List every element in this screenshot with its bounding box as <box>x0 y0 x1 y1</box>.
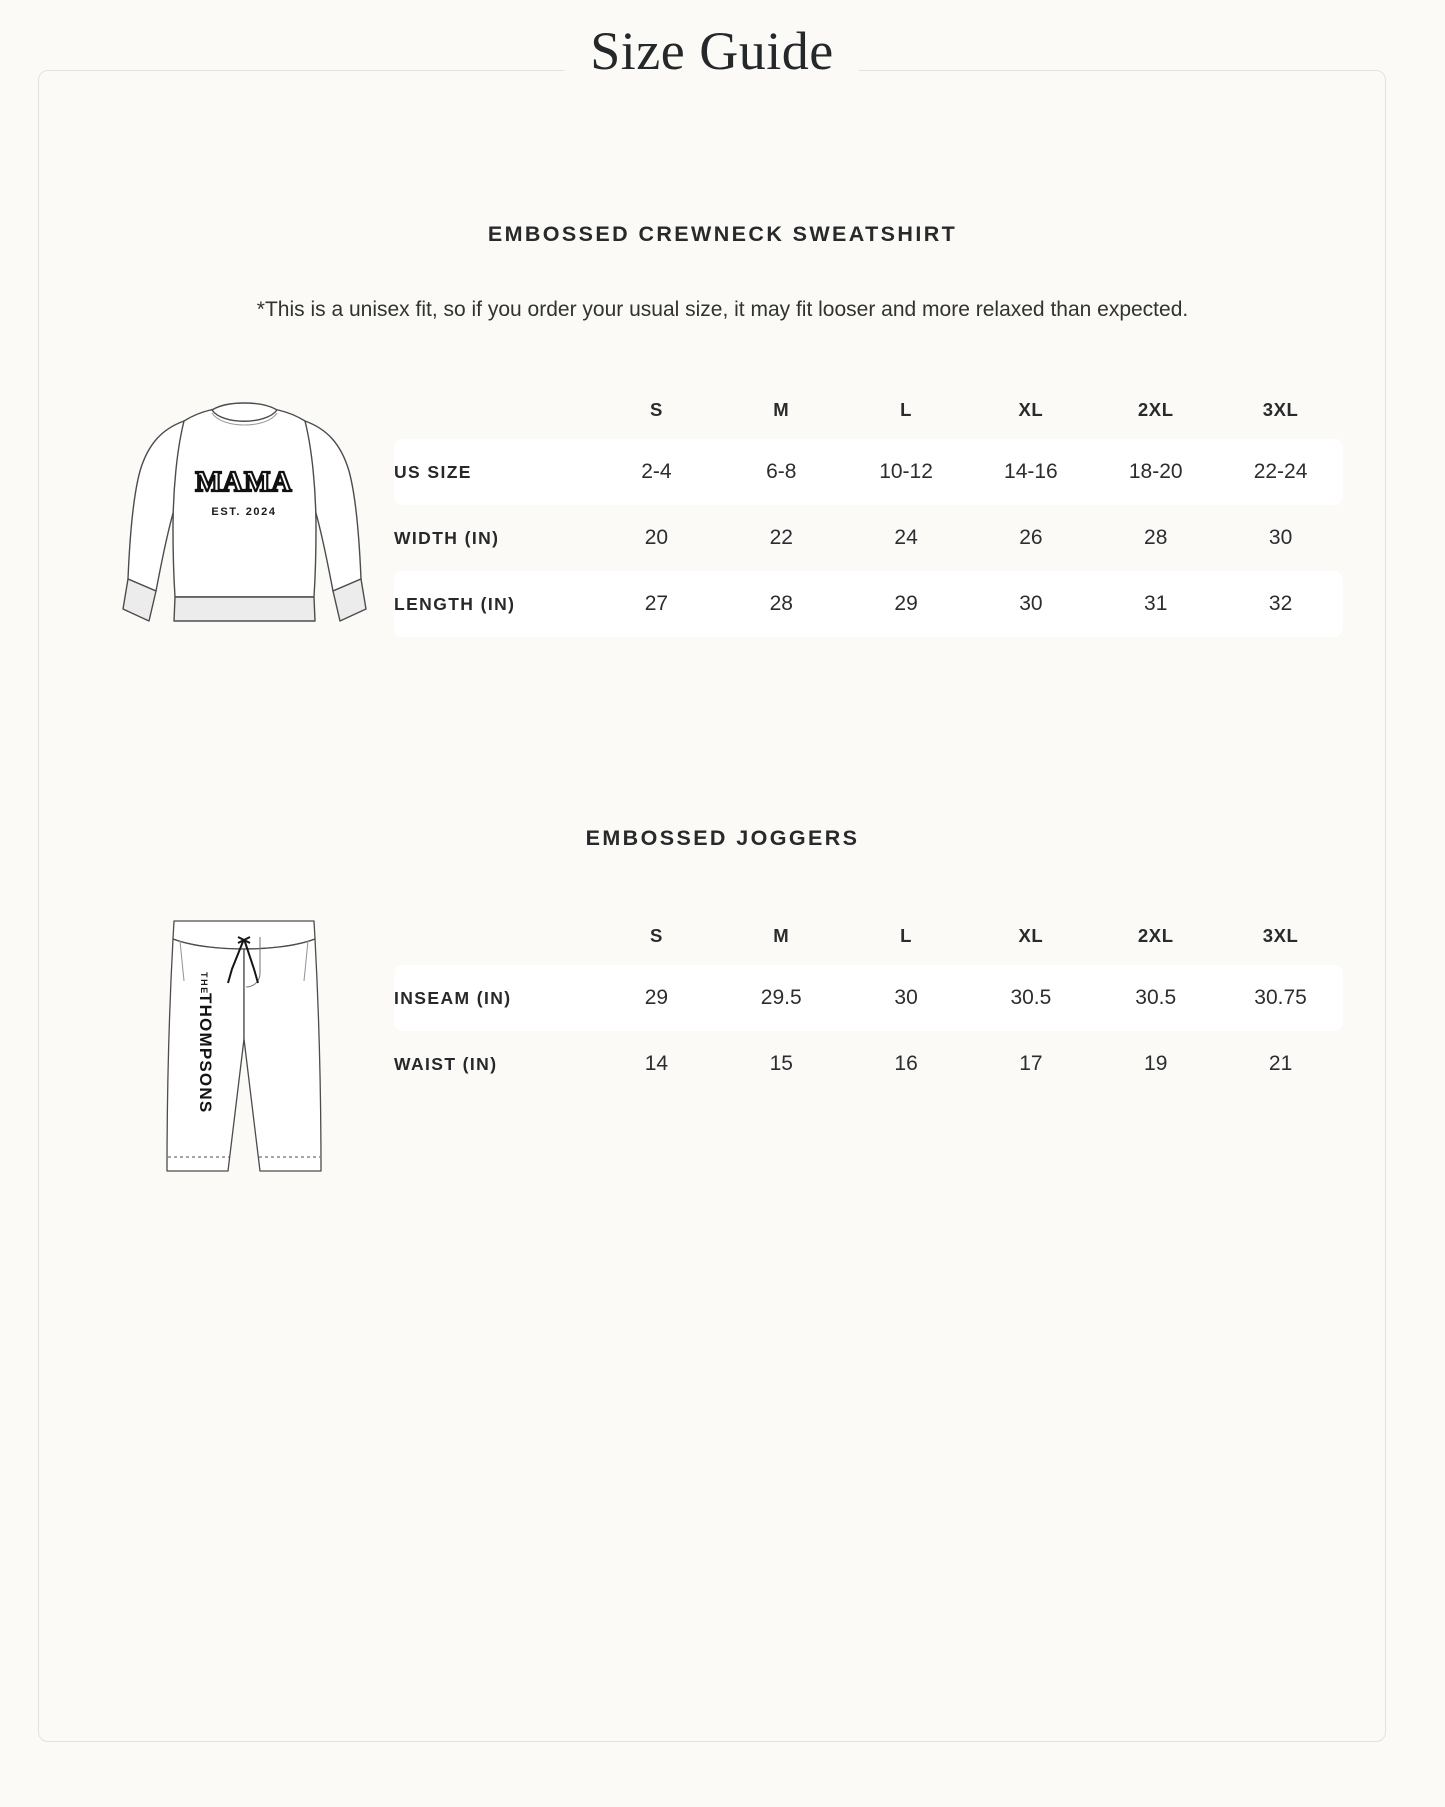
cell-width-s: 20 <box>644 526 669 550</box>
section-note-sweatshirt: *This is a unisex fit, so if you order your usual size, it may fit looser and more relaxed than expected. <box>256 298 1189 321</box>
section-joggers <box>0 826 1445 1189</box>
cell-width-m: 22 <box>769 526 793 550</box>
column-header-s: S <box>649 925 663 946</box>
cell-length-l: 29 <box>844 571 969 637</box>
cell-length-2xl: 31 <box>1093 571 1218 637</box>
row-label-header <box>394 381 594 439</box>
cell-length-m: 28 <box>719 571 844 637</box>
column-header-2xl: 2XL <box>1137 399 1174 421</box>
sweatshirt-body <box>0 381 1445 649</box>
joggers-graphic-primary-text: THE <box>199 972 209 995</box>
cell-us-size-3xl: 22-24 <box>1218 439 1343 505</box>
sweatshirt-table-area <box>394 381 1343 637</box>
column-header-m: M <box>773 399 790 421</box>
joggers-table-area <box>394 907 1343 1097</box>
table-header-row <box>394 907 1343 965</box>
page-title: Size Guide <box>564 23 859 80</box>
cell-us-size-xl: 14-16 <box>968 439 1093 505</box>
section-sweatshirt <box>0 222 1445 649</box>
table-row <box>394 505 1343 571</box>
cell-width-xl: 26 <box>1019 526 1043 550</box>
cell-inseam-l: 30 <box>844 965 969 1031</box>
column-header-xl: XL <box>1018 399 1044 421</box>
table-row <box>394 439 1343 505</box>
cell-inseam-s: 29 <box>594 965 719 1031</box>
row-label-length: LENGTH (IN) <box>394 571 594 637</box>
column-header-xl: XL <box>1018 925 1044 946</box>
joggers-table-head <box>394 907 1343 965</box>
cell-us-size-2xl: 18-20 <box>1093 439 1218 505</box>
table-row <box>394 965 1343 1031</box>
column-header-l: L <box>900 399 913 421</box>
cell-waist-3xl: 21 <box>1268 1052 1293 1075</box>
cell-inseam-m: 29.5 <box>719 965 844 1031</box>
table-header-row <box>394 381 1343 439</box>
crewneck-sweatshirt-illustration <box>108 381 380 649</box>
cell-waist-xl: 17 <box>1019 1052 1043 1075</box>
row-label-header <box>394 907 594 965</box>
sweatshirt-graphic-secondary-text: EST. 2024 <box>210 506 277 519</box>
sweatshirt-table-head <box>394 381 1343 439</box>
cell-length-xl: 30 <box>968 571 1093 637</box>
joggers-table-body <box>394 965 1343 1097</box>
sweatshirt-table-body <box>394 439 1343 637</box>
column-header-3xl: 3XL <box>1262 925 1299 946</box>
row-label-inseam: INSEAM (IN) <box>394 965 594 1031</box>
cell-us-size-s: 2-4 <box>594 439 719 505</box>
table-row <box>394 1031 1343 1097</box>
row-label-waist: WAIST (IN) <box>394 1053 498 1074</box>
column-header-2xl: 2XL <box>1137 925 1174 946</box>
cell-waist-2xl: 19 <box>1144 1052 1168 1075</box>
column-header-s: S <box>649 399 663 421</box>
joggers-illustration <box>108 907 380 1189</box>
joggers-graphic-secondary-text: THOMPSONS <box>196 993 215 1114</box>
cell-us-size-m: 6-8 <box>719 439 844 505</box>
cell-width-2xl: 28 <box>1144 526 1168 550</box>
joggers-size-table <box>394 907 1343 1097</box>
row-label-width: WIDTH (IN) <box>394 527 500 548</box>
cell-inseam-3xl: 30.75 <box>1218 965 1343 1031</box>
row-label-us-size: US SIZE <box>394 439 594 505</box>
cell-length-3xl: 32 <box>1218 571 1343 637</box>
section-heading-joggers: EMBOSSED JOGGERS <box>585 826 860 850</box>
sweatshirt-graphic-primary-text: MAMA <box>194 467 293 499</box>
sweatshirt-size-table <box>394 381 1343 637</box>
section-heading-sweatshirt: EMBOSSED CREWNECK SWEATSHIRT <box>487 222 958 246</box>
cell-waist-m: 15 <box>769 1052 793 1075</box>
cell-inseam-xl: 30.5 <box>968 965 1093 1031</box>
cell-waist-l: 16 <box>894 1052 918 1075</box>
column-header-m: M <box>773 925 790 946</box>
joggers-body <box>0 907 1445 1189</box>
cell-width-3xl: 30 <box>1268 526 1293 550</box>
table-row <box>394 571 1343 637</box>
cell-width-l: 24 <box>894 526 918 550</box>
cell-length-s: 27 <box>594 571 719 637</box>
cell-us-size-l: 10-12 <box>844 439 969 505</box>
column-header-3xl: 3XL <box>1262 399 1299 421</box>
cell-waist-s: 14 <box>644 1052 669 1075</box>
cell-inseam-2xl: 30.5 <box>1093 965 1218 1031</box>
column-header-l: L <box>900 925 913 946</box>
